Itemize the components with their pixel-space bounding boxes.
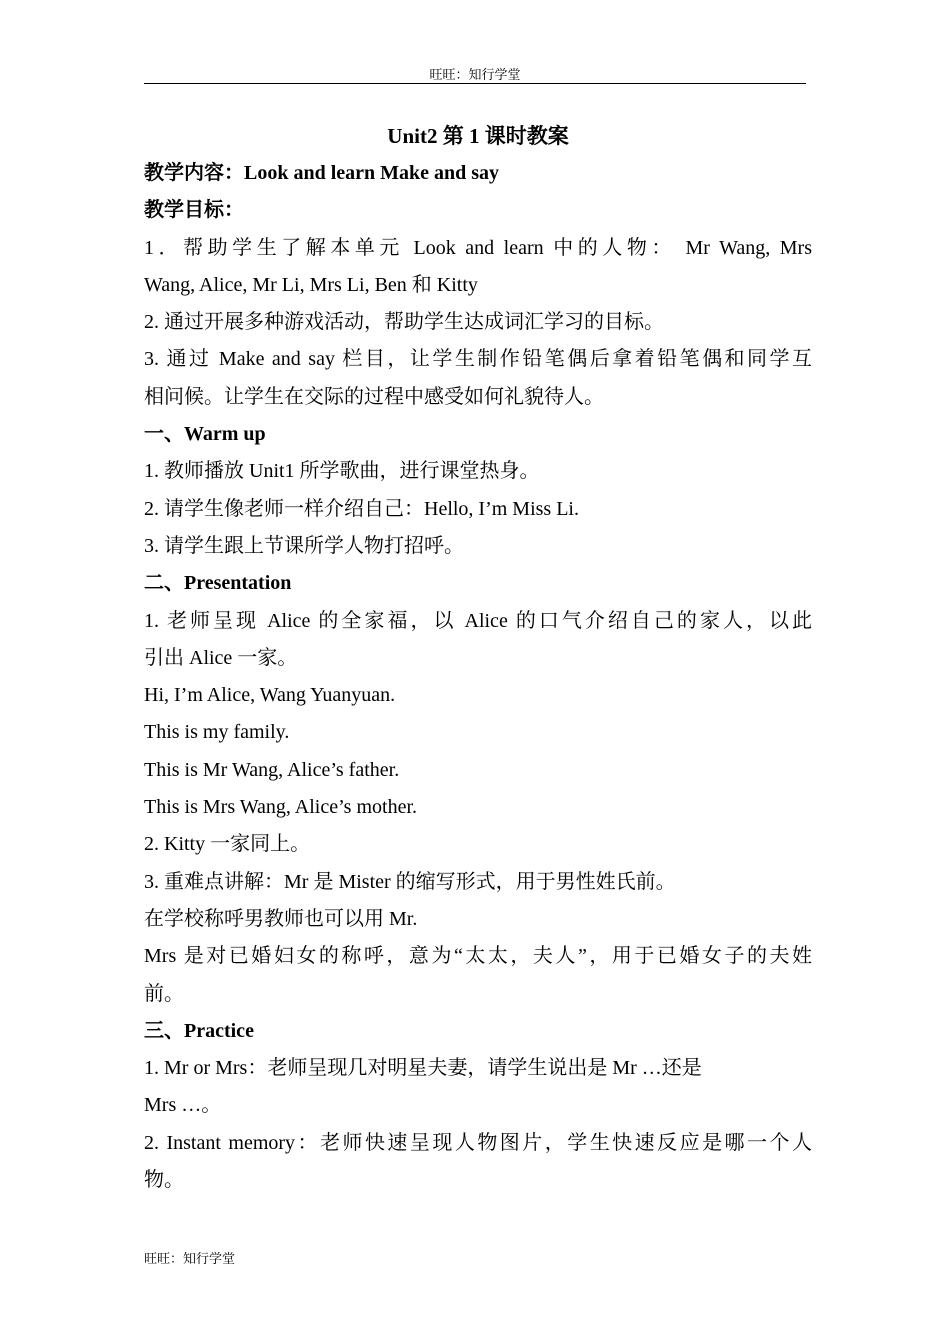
text-line: Mrs 是对已婚妇女的称呼，意为“太太，夫人”，用于已婚女子的夫姓 — [144, 945, 812, 968]
text-line: This is Mr Wang, Alice’s father. — [144, 758, 400, 781]
text-line: 2. 通过开展多种游戏活动，帮助学生达成词汇学习的目标。 — [144, 311, 664, 334]
text-line: 1. 教师播放 Unit1 所学歌曲，进行课堂热身。 — [144, 460, 540, 483]
text-line: 1．帮助学生了解本单元 Look and learn 中的人物： Mr Wang, Mrs — [144, 236, 812, 259]
document-lines — [144, 155, 812, 1199]
text-line: This is my family. — [144, 721, 290, 744]
text-line: 相问候。让学生在交际的过程中感受如何礼貌待人。 — [144, 385, 604, 408]
text-line: 在学校称呼男教师也可以用 Mr. — [144, 907, 418, 930]
text-line: 物。 — [144, 1169, 184, 1192]
text-line: 引出 Alice 一家。 — [144, 646, 298, 669]
text-line: 2. 请学生像老师一样介绍自己：Hello, I’m Miss Li. — [144, 497, 579, 520]
text-line: Hi, I’m Alice, Wang Yuanyuan. — [144, 684, 396, 707]
text-line: This is Mrs Wang, Alice’s mother. — [144, 796, 418, 819]
page-header: 旺旺：知行学堂 — [429, 68, 521, 83]
text-line: Wang, Alice, Mr Li, Mrs Li, Ben 和 Kitty — [144, 273, 478, 296]
text-line: 1. Mr or Mrs：老师呈现几对明星夫妻，请学生说出是 Mr …还是 — [144, 1057, 702, 1080]
text-line: 3. 通过 Make and say 栏目，让学生制作铅笔偶后拿着铅笔偶和同学互 — [144, 348, 812, 371]
page-footer: 旺旺：知行学堂 — [144, 1252, 236, 1267]
text-line: 2. Kitty 一家同上。 — [144, 833, 311, 856]
text-line: 3. 请学生跟上节课所学人物打招呼。 — [144, 534, 464, 557]
section-heading: 一、Warm up — [144, 423, 266, 446]
text-line: Mrs …。 — [144, 1094, 222, 1117]
header-divider — [144, 83, 806, 84]
text-line: 3. 重难点讲解：Mr 是 Mister 的缩写形式，用于男性姓氏前。 — [144, 870, 676, 893]
section-heading: 教学内容：Look and learn Make and say — [144, 162, 500, 184]
text-line: 2. Instant memory：老师快速呈现人物图片，学生快速反应是哪一个人 — [144, 1131, 812, 1154]
section-heading: 教学目标： — [144, 199, 244, 222]
document-body — [144, 118, 812, 1199]
text-line: 1. 老师呈现 Alice 的全家福，以 Alice 的口气介绍自己的家人，以此 — [144, 609, 812, 632]
section-heading: 三、Practice — [144, 1019, 254, 1042]
text-line: 前。 — [144, 982, 184, 1005]
section-heading: 二、Presentation — [144, 572, 292, 595]
document-title: Unit2 第 1 课时教案 — [387, 124, 569, 148]
